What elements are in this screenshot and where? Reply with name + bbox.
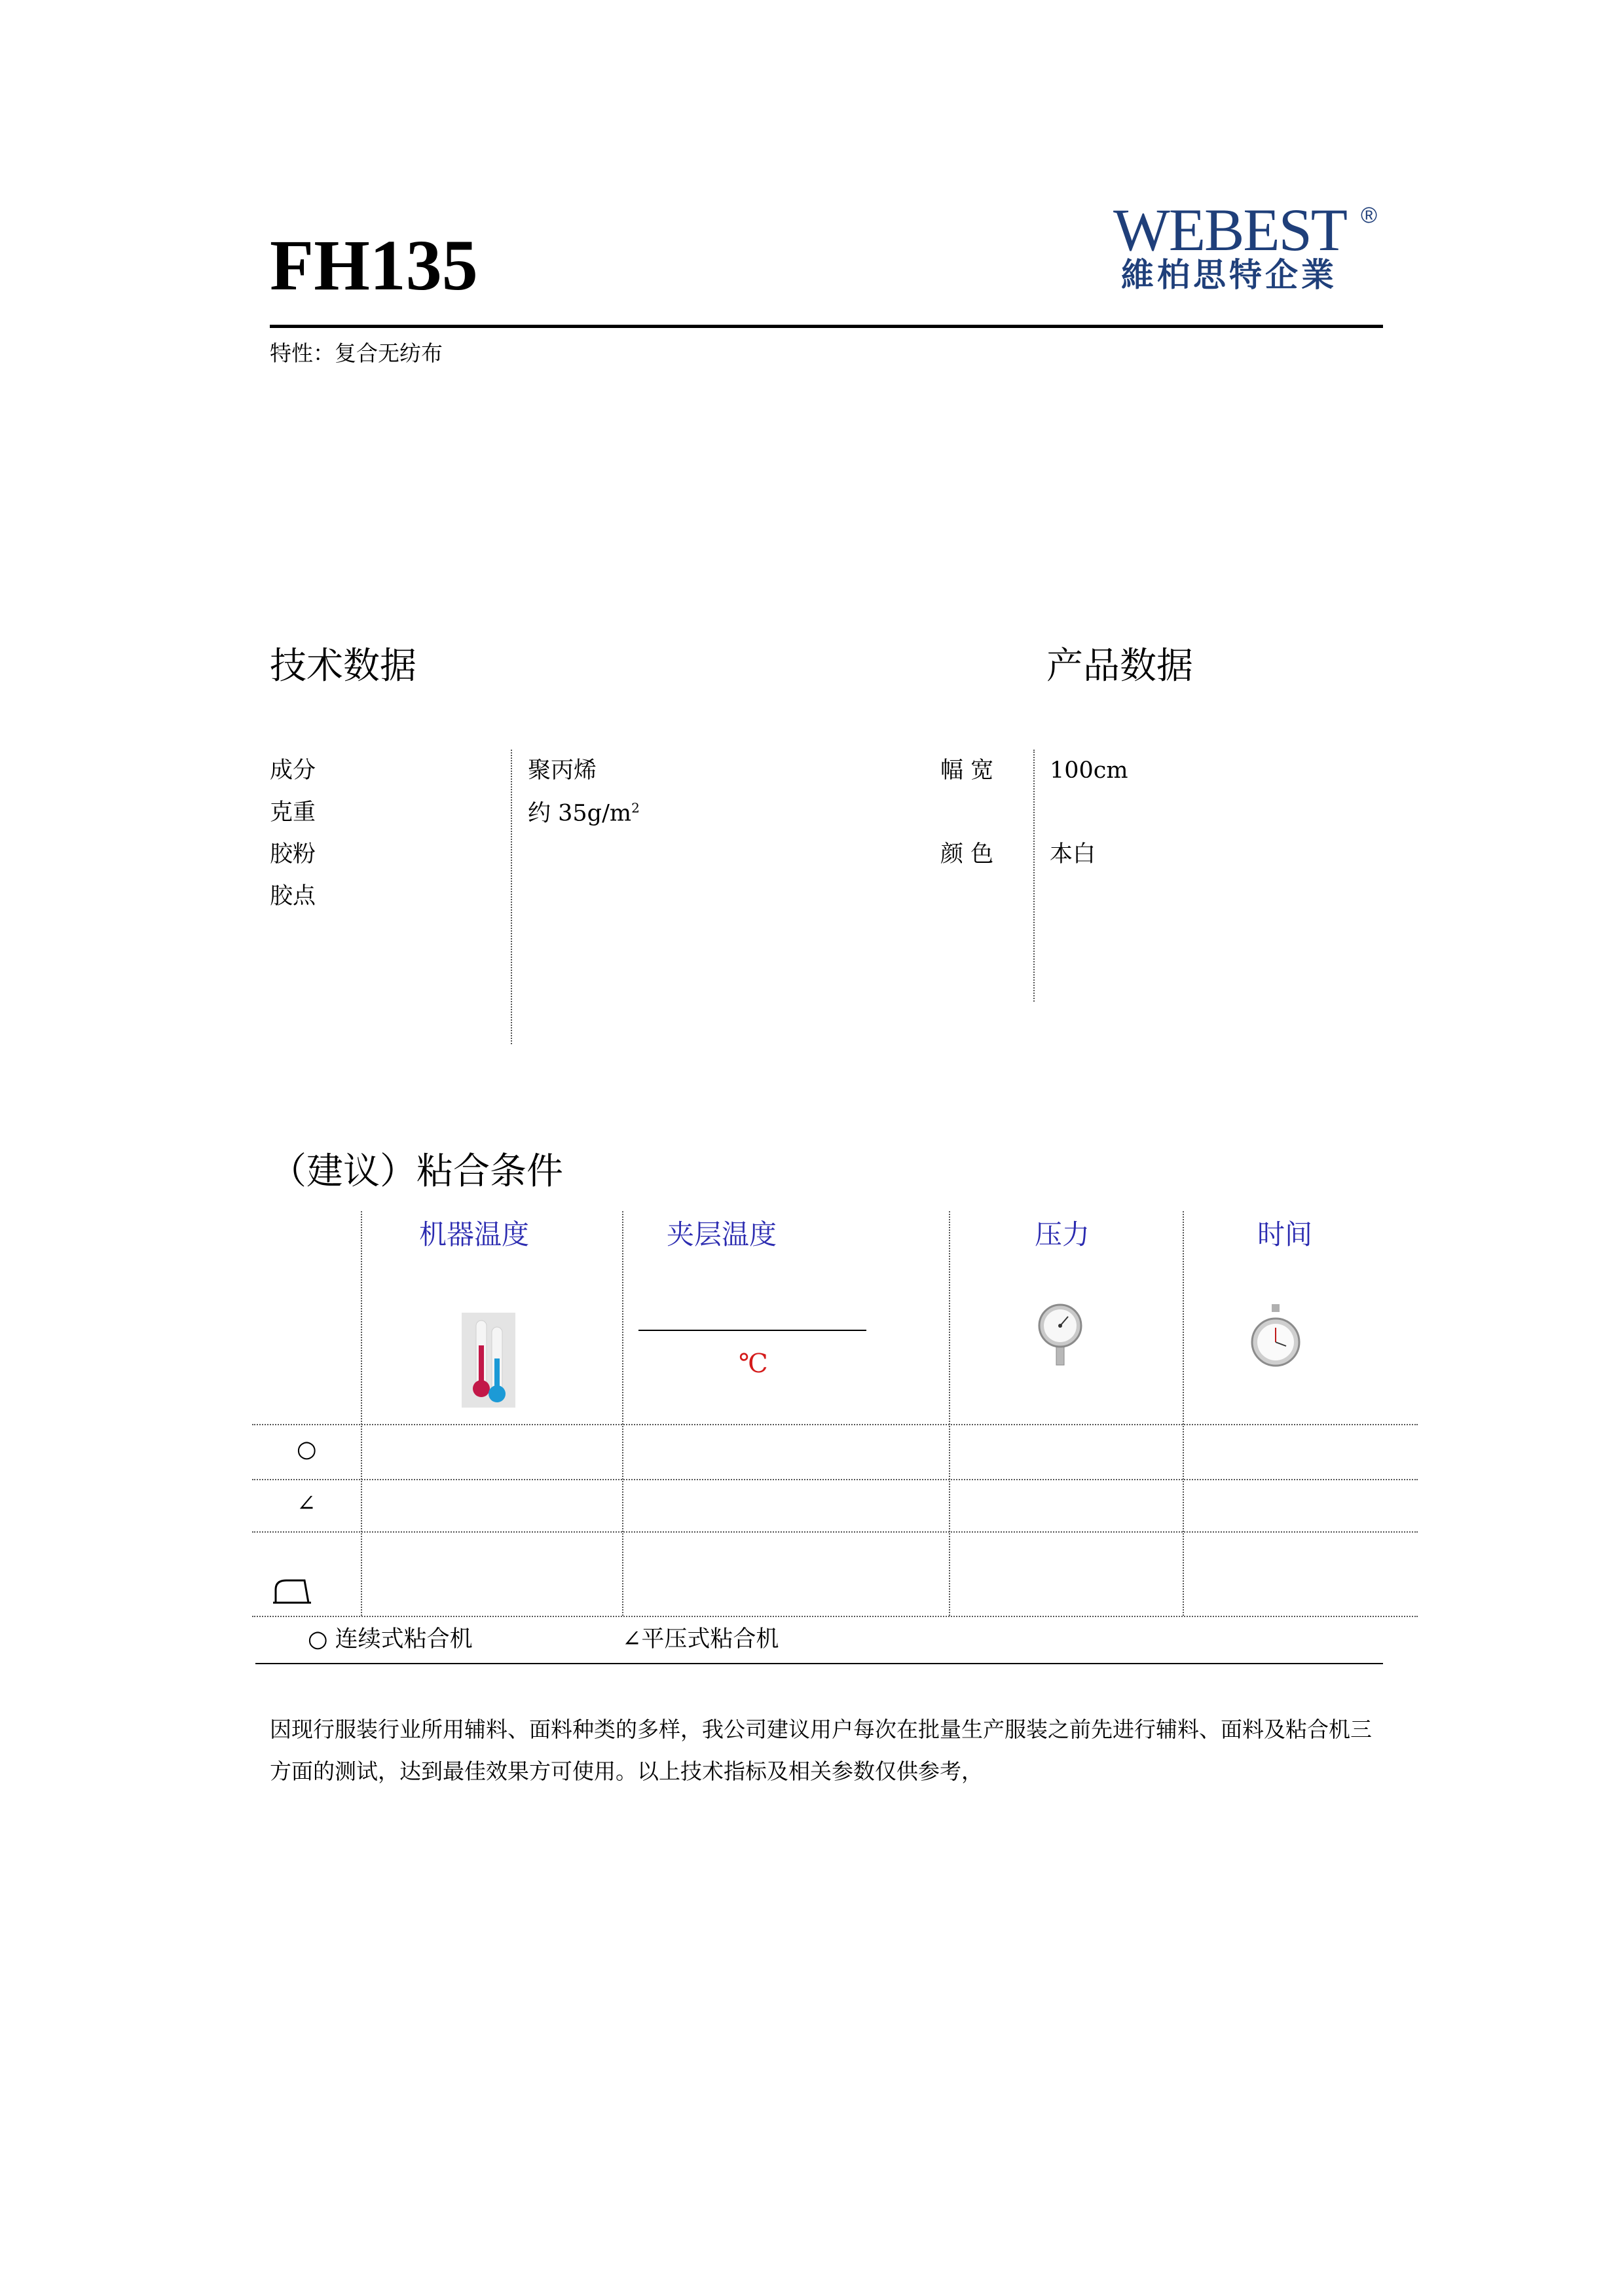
iron-icon [272, 1576, 312, 1605]
grid-col-line-3 [949, 1211, 950, 1616]
tech-data-heading: 技术数据 [270, 645, 416, 687]
product-label-color: 颜 色 [940, 841, 994, 867]
row-marker-continuous: ○ [297, 1436, 317, 1463]
grid-row-line-3 [252, 1531, 1418, 1533]
row-marker-flatbed: ∠ [297, 1491, 316, 1517]
product-value-color: 本白 [1050, 841, 1096, 867]
stopwatch-icon [1249, 1303, 1302, 1378]
grid-row-line-4 [252, 1616, 1418, 1617]
product-value-width: 100cm [1050, 757, 1128, 784]
tech-label-dot: 胶点 [270, 883, 316, 909]
thermometer-icon [462, 1313, 515, 1408]
col-glueline-temp: 夹层温度 [667, 1218, 777, 1250]
grid-row-line-2 [252, 1479, 1418, 1480]
product-label-width: 幅 宽 [940, 757, 994, 784]
col-pressure: 压力 [1035, 1218, 1090, 1250]
company-logo-chinese: 維柏思特企業 [1121, 256, 1337, 294]
company-logo-text: WEBEST [1113, 196, 1346, 263]
header-rule [270, 325, 1383, 328]
tech-value-weight: 约 $35g/m^2$ [528, 800, 640, 827]
grid-col-line-4 [1183, 1211, 1184, 1616]
col-machine-temp: 机器温度 [419, 1218, 530, 1250]
conditions-heading: （建议）粘合条件 [270, 1150, 563, 1193]
pressure-gauge-icon [1037, 1300, 1084, 1378]
celsius-unit: ℃ [739, 1349, 768, 1379]
tech-label-composition: 成分 [270, 757, 316, 784]
tech-divider [511, 750, 512, 1044]
legend-continuous: ○ 连续式粘合机 [308, 1626, 473, 1652]
legend-flatbed: ∠平压式粘合机 [622, 1626, 779, 1652]
product-code-title: FH135 [270, 225, 478, 305]
tech-label-weight: 克重 [270, 799, 316, 826]
product-divider [1033, 750, 1035, 1002]
glueline-temp-underline [638, 1330, 866, 1331]
legend-rule [255, 1663, 1383, 1664]
grid-col-line-1 [361, 1211, 362, 1616]
grid-col-line-2 [622, 1211, 623, 1616]
tech-value-composition: 聚丙烯 [528, 757, 597, 784]
usage-note: 因现行服装行业所用辅料、面料种类的多样，我公司建议用户每次在批量生产服装之前先进行辅料、面料及粘合机三方面的测试，达到最佳效果方可使用。以上技术指标及相关参数仅供参考， [270, 1717, 1372, 1784]
registered-mark: ® [1361, 203, 1378, 228]
grid-row-line-1 [252, 1424, 1418, 1425]
product-feature: 特性：复合无纺布 [270, 340, 443, 366]
col-time: 时间 [1257, 1218, 1313, 1250]
tech-label-powder: 胶粉 [270, 841, 316, 867]
product-data-heading: 产品数据 [1046, 645, 1193, 687]
